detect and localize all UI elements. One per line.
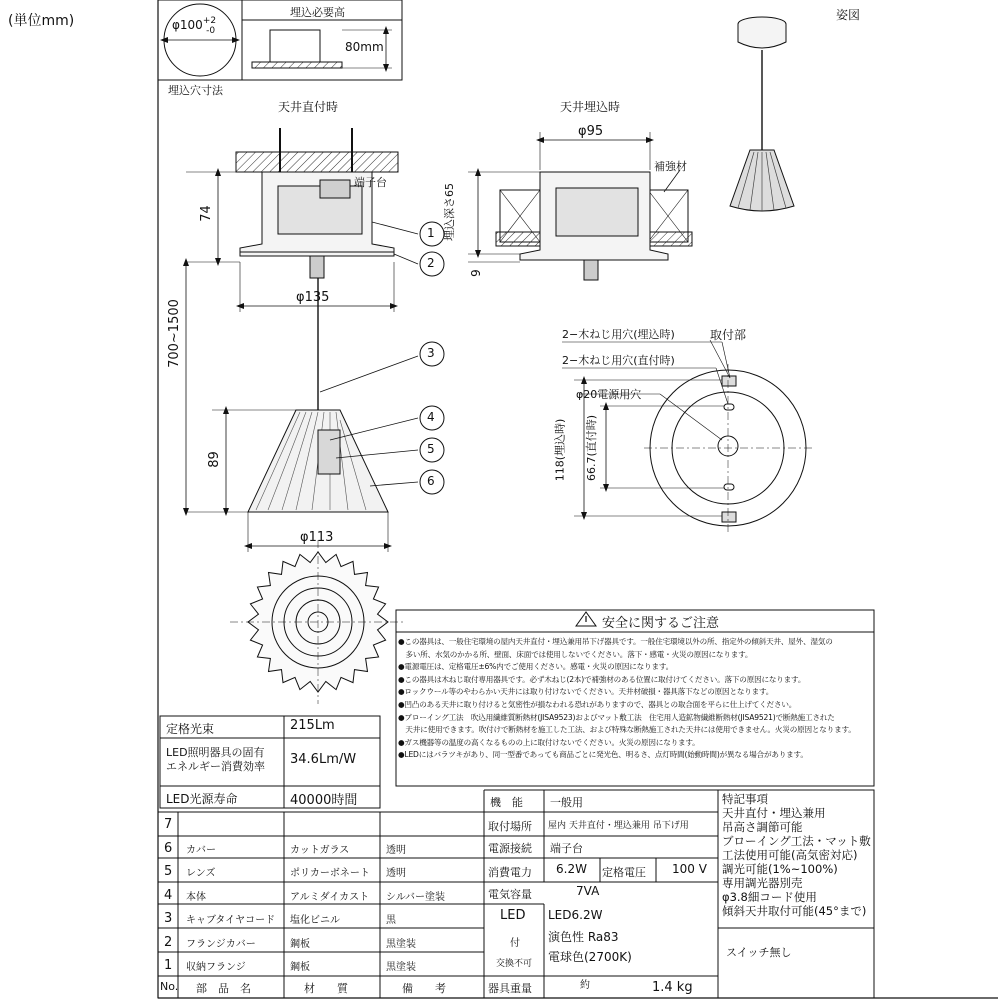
bottom-view <box>230 540 406 704</box>
part-no: 7 <box>164 817 173 832</box>
part-note: 黒 <box>386 915 396 926</box>
feature-line: φ3.8細コード使用 <box>722 890 817 904</box>
figure-label: 姿図 <box>836 8 861 22</box>
consumption-value: 6.2W <box>556 862 587 876</box>
power-value: 端子台 <box>550 842 583 855</box>
location-value: 屋内 天井直付・埋込兼用 吊下げ用 <box>548 821 689 831</box>
part-material: 鋼板 <box>290 962 310 973</box>
mount-view <box>562 340 812 532</box>
part-note: 黒塗装 <box>386 938 416 950</box>
spec-flux-label: 定格光束 <box>166 722 215 736</box>
part-material: アルミダイカスト <box>290 891 370 903</box>
unit-label: (単位mm) <box>8 13 75 29</box>
feature-line: 工法使用可能(高気密対応) <box>722 848 858 862</box>
safety-item: ●ロックウール等のやわらかい天井には取り付けないでください。天井材破損・器具落下などの原因となります。 <box>398 687 774 697</box>
dim-118: 118(埋込時) <box>553 418 567 482</box>
weight-prefix: 約 <box>580 980 590 991</box>
dim-length: 700~1500 <box>166 299 182 368</box>
features-title: 特記事項 <box>722 792 768 806</box>
feature-line: 傾斜天井取付可能(45°まで) <box>722 904 867 918</box>
part-note: シルバー塗装 <box>386 891 446 903</box>
voltage-label: 定格電圧 <box>602 866 646 879</box>
color-value: 電球色(2700K) <box>548 950 632 964</box>
voltage-value: 100 V <box>672 862 707 876</box>
mount-view-title: 取付部 <box>710 328 747 342</box>
function-value: 一般用 <box>550 796 583 809</box>
dim-135: φ135 <box>296 290 330 305</box>
terminal-label: 端子台 <box>354 176 387 189</box>
safety-item: ●ブローイング工法 吹込用繊維質断熱材(JISA9523)およびマット敷工法 住宅用人造鉱物繊維断熱材(JISA9521)で断熱施工された <box>398 712 835 722</box>
part-material: 鋼板 <box>290 938 310 950</box>
screw-direct-label: 2−木ねじ用穴(直付時) <box>562 354 675 367</box>
part-material: ポリカーボネート <box>290 868 370 879</box>
dim-113: φ113 <box>300 530 334 545</box>
callout-3: 3 <box>427 346 435 360</box>
spec-efficiency-value: 34.6Lm/W <box>290 752 357 767</box>
hole-diameter: $\varphi 100^{+2}_{-0}$ <box>172 16 217 36</box>
spec-life-label: LED光源寿命 <box>166 792 238 806</box>
callout-6: 6 <box>427 474 435 488</box>
feature-line: 専用調光器別売 <box>722 876 803 890</box>
callout-4: 4 <box>427 410 435 424</box>
switch-note: スイッチ無し <box>726 946 792 959</box>
direct-mount-view <box>186 128 418 552</box>
safety-title: 安全に関するご注意 <box>602 616 720 631</box>
led-sub: 付 <box>510 938 520 949</box>
hole-tol-plus: +2 <box>202 16 217 26</box>
safety-list <box>398 636 876 762</box>
direct-view-title: 天井直付時 <box>278 100 339 114</box>
weight-value: 1.4 kg <box>652 980 693 995</box>
safety-item: ●LEDにはバラツキがあり、同一型番であっても商品ごとに発光色、明るさ、点灯時間(始動時間)が異なる場合があります。 <box>398 750 808 760</box>
consumption-label: 消費電力 <box>488 866 532 879</box>
safety-item: ●ガス機器等の温度の高くなるものの上に取付けないでください。火災の原因になります。 <box>398 737 700 747</box>
part-material: カットガラス <box>290 844 350 856</box>
parts-header-name: 部 品 名 <box>196 982 251 995</box>
part-no: 4 <box>164 887 173 903</box>
capacity-value: 7VA <box>576 884 600 898</box>
feature-line: ブローイング工法・マット敷 <box>722 834 871 848</box>
dim-95: φ95 <box>578 124 604 139</box>
spec-life-value: 40000時間 <box>290 793 358 808</box>
part-note: 透明 <box>386 868 406 879</box>
recessed-view-title: 天井埋込時 <box>560 100 621 114</box>
recessed-mount-view <box>468 132 692 280</box>
part-no: 6 <box>164 840 173 856</box>
safety-item: ●この器具は木ねじ取付専用器具です。必ず木ねじ(2本)で補強材のある位置に取付けてください。落下の原因になります。 <box>398 674 806 684</box>
feature-line: 天井直付・埋込兼用 <box>722 806 826 820</box>
safety-item: ●凹凸のある天井に取り付けると気密性が損なわれる恐れがありますので、器具との取合面を平らに仕上げてください。 <box>398 699 797 709</box>
safety-item: ●電源電圧は、定格電圧±6%内でご使用ください。感電・火災の原因になります。 <box>398 662 674 672</box>
led-note: 交換不可 <box>496 959 533 969</box>
dim-power-hole: φ20電源用穴 <box>576 388 642 401</box>
parts-header-note: 備 考 <box>402 982 446 995</box>
power-label: 電源接続 <box>488 842 532 855</box>
part-no: 2 <box>164 934 173 950</box>
parts-header-no: No. <box>160 980 179 993</box>
safety-item: ●この器具は、一般住宅環境の屋内天井直付・埋込兼用吊下げ器具です。一般住宅環境以外の所、指定外の傾斜天井、屋外、湿気の <box>398 637 833 646</box>
screw-recessed-label: 2−木ねじ用穴(埋込時) <box>562 328 675 341</box>
function-label: 機 能 <box>490 796 523 809</box>
features-list <box>722 792 871 918</box>
perspective-figure <box>730 17 794 211</box>
capacity-label: 電気容量 <box>488 888 532 901</box>
feature-line: 調光可能(1%~100%) <box>722 862 838 876</box>
callout-5: 5 <box>427 442 435 456</box>
part-name: 本体 <box>186 891 206 903</box>
dim-89: 89 <box>206 451 222 468</box>
callout-1: 1 <box>427 226 435 240</box>
callout-2: 2 <box>427 256 435 270</box>
feature-line: 吊高さ調節可能 <box>722 820 803 834</box>
part-name: 収納フランジ <box>186 962 246 973</box>
part-no: 1 <box>164 958 173 973</box>
hole-tol-minus: -0 <box>206 26 216 36</box>
part-note: 透明 <box>386 844 406 856</box>
hole-caption: 埋込穴寸法 <box>168 84 223 97</box>
cri-value: 演色性 Ra83 <box>548 930 619 944</box>
safety-item: 多い所、水気のかかる所、壁面、床面では使用しないでください。落下・感電・火災の原因になります。 <box>398 649 753 659</box>
part-name: フランジカバー <box>186 938 256 950</box>
part-note: 黒塗装 <box>386 962 416 973</box>
part-name: レンズ <box>186 868 216 879</box>
parts-header-material: 材 質 <box>304 982 348 995</box>
part-no: 3 <box>164 911 173 926</box>
spec-efficiency-label: LED照明器具の固有 エネルギー消費効率 <box>166 746 265 773</box>
depth-title: 埋込必要高 <box>290 6 345 19</box>
dim-66-7: 66.7(直付時) <box>585 414 599 482</box>
dim-recess-depth: 埋込深さ65 <box>443 183 456 241</box>
dim-9: 9 <box>468 269 483 277</box>
part-name: キャブタイヤコード <box>186 915 276 926</box>
led-label: LED <box>500 908 526 923</box>
part-no: 5 <box>164 864 173 879</box>
reinforce-label: 補強材 <box>654 160 687 173</box>
part-name: カバー <box>186 844 216 856</box>
part-material: 塩化ビニル <box>290 915 340 926</box>
location-label: 取付場所 <box>488 820 532 833</box>
depth-value: 80mm <box>345 40 384 54</box>
safety-item: 天井に使用できます。吹付けで断熱材を施工した工法、および特殊な断熱施工された天井には使用できません。火災の原因となります。 <box>398 725 856 735</box>
led-spec: LED6.2W <box>548 908 603 922</box>
dim-74: 74 <box>198 205 214 222</box>
weight-label: 器具重量 <box>488 982 532 995</box>
spec-flux-value: 215Lm <box>290 718 335 733</box>
